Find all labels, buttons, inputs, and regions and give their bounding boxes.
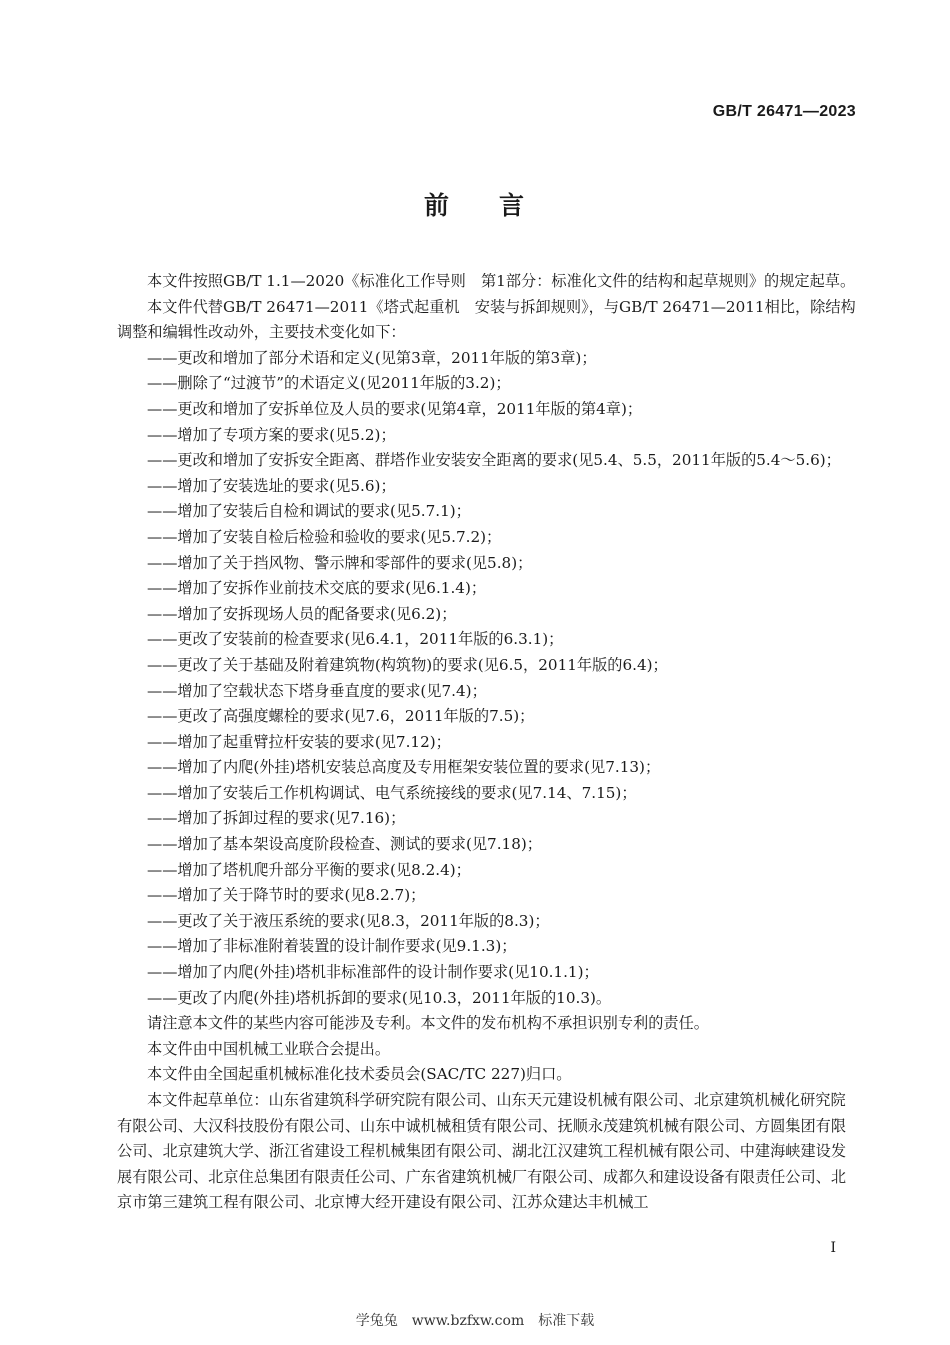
page-title bbox=[0, 186, 950, 222]
change-item: ——增加了安装后工作机构调试、电气系统接线的要求(见7.14、7.15)； bbox=[147, 783, 637, 802]
foreword-body bbox=[117, 269, 859, 1216]
change-item: ——增加了关于挡风物、警示牌和零部件的要求(见5.8)； bbox=[147, 553, 533, 572]
change-item: ——增加了安拆作业前技术交底的要求(见6.1.4)； bbox=[147, 579, 487, 598]
paragraph-drafting-rule: 本文件按照GB/T 1.1—2020《标准化工作导则 第1部分：标准化文件的结构和起草规则》的规定起草。 bbox=[147, 272, 856, 290]
change-item: ——增加了起重臂拉杆安装的要求(见7.12)； bbox=[147, 732, 451, 751]
change-item: ——更改了关于液压系统的要求(见8.3，2011年版的8.3)； bbox=[147, 911, 550, 930]
change-item: ——增加了专项方案的要求(见5.2)； bbox=[147, 425, 396, 444]
change-item: ——更改了高强度螺栓的要求(见7.6，2011年版的7.5)； bbox=[147, 707, 535, 726]
change-item: ——增加了拆卸过程的要求(见7.16)； bbox=[147, 809, 406, 828]
change-item: ——增加了非标准附着装置的设计制作要求(见9.1.3)； bbox=[147, 937, 517, 956]
change-item: ——更改了安装前的检查要求(见6.4.1，2011年版的6.3.1)； bbox=[147, 630, 564, 649]
paragraph-drafters: 本文件起草单位：山东省建筑科学研究院有限公司、山东天元建设机械有限公司、北京建筑机械化研究院有限公司、大汉科技股份有限公司、山东中诚机械租赁有限公司、抚顺永茂建筑机械有限公司、方圆集团有限公司、北京建筑大学、浙江省建设工程机械集团有限公司、湖北江汉建筑工程机械有限公司、中建海峡建设发展有限公司、北京住总集团有限责任公司、广东省建筑机械厂有限公司、成都久和建设设备有限责任公司、北京市第三建筑工程有限公司、北京博大经开建设有限公司、江苏众建达丰机械工 bbox=[117, 1091, 846, 1212]
title-char-1: 前 bbox=[423, 191, 451, 220]
change-item: ——增加了内爬(外挂)塔机非标准部件的设计制作要求(见10.1.1)； bbox=[147, 963, 599, 982]
change-item: ——增加了内爬(外挂)塔机安装总高度及专用框架安装位置的要求(见7.13)； bbox=[147, 758, 661, 777]
change-item: ——增加了安装后自检和调试的要求(见5.7.1)； bbox=[147, 502, 471, 521]
change-item: ——增加了空载状态下塔身垂直度的要求(见7.4)； bbox=[147, 681, 487, 700]
change-item: ——更改了内爬(外挂)塔机拆卸的要求(见10.3，2011年版的10.3)。 bbox=[147, 988, 612, 1007]
change-item: ——增加了塔机爬升部分平衡的要求(见8.2.4)； bbox=[147, 860, 471, 879]
change-item: ——更改了关于基础及附着建筑物(构筑物)的要求(见6.5，2011年版的6.4)； bbox=[147, 655, 668, 674]
change-item: ——更改和增加了部分术语和定义(见第3章，2011年版的第3章)； bbox=[147, 348, 597, 367]
paragraph-proposer: 本文件由中国机械工业联合会提出。 bbox=[147, 1039, 390, 1058]
change-item: ——增加了安装选址的要求(见5.6)； bbox=[147, 476, 396, 495]
change-item: ——增加了安装自检后检验和验收的要求(见5.7.2)； bbox=[147, 527, 502, 546]
change-item: ——更改和增加了安拆安全距离、群塔作业安装安全距离的要求(见5.4、5.5，2011年版的5.4～5.6)； bbox=[147, 451, 841, 470]
paragraph-replacement: 本文件代替GB/T 26471—2011《塔式起重机 安装与拆卸规则》，与GB/T 26471—2011相比，除结构调整和编辑性改动外，主要技术变化如下： bbox=[117, 297, 856, 342]
change-item: ——删除了“过渡节”的术语定义(见2011年版的3.2)； bbox=[147, 374, 511, 393]
paragraph-patent-notice: 请注意本文件的某些内容可能涉及专利。本文件的发布机构不承担识别专利的责任。 bbox=[147, 1014, 709, 1033]
title-char-2: 言 bbox=[499, 191, 527, 220]
change-item: ——增加了安拆现场人员的配备要求(见6.2)； bbox=[147, 604, 457, 623]
footer-watermark: 学兔兔 www.bzfxw.com 标准下载 bbox=[355, 1313, 595, 1329]
change-item: ——更改和增加了安拆单位及人员的要求(见第4章，2011年版的第4章)； bbox=[147, 399, 643, 418]
change-item: ——增加了基本架设高度阶段检查、测试的要求(见7.18)； bbox=[147, 835, 542, 854]
page-number: Ⅰ bbox=[830, 1240, 836, 1256]
paragraph-centralized: 本文件由全国起重机械标准化技术委员会(SAC/TC 227)归口。 bbox=[147, 1065, 572, 1084]
standard-number: GB/T 26471—2023 bbox=[712, 103, 856, 120]
change-item: ——增加了关于降节时的要求(见8.2.7)； bbox=[147, 886, 426, 905]
